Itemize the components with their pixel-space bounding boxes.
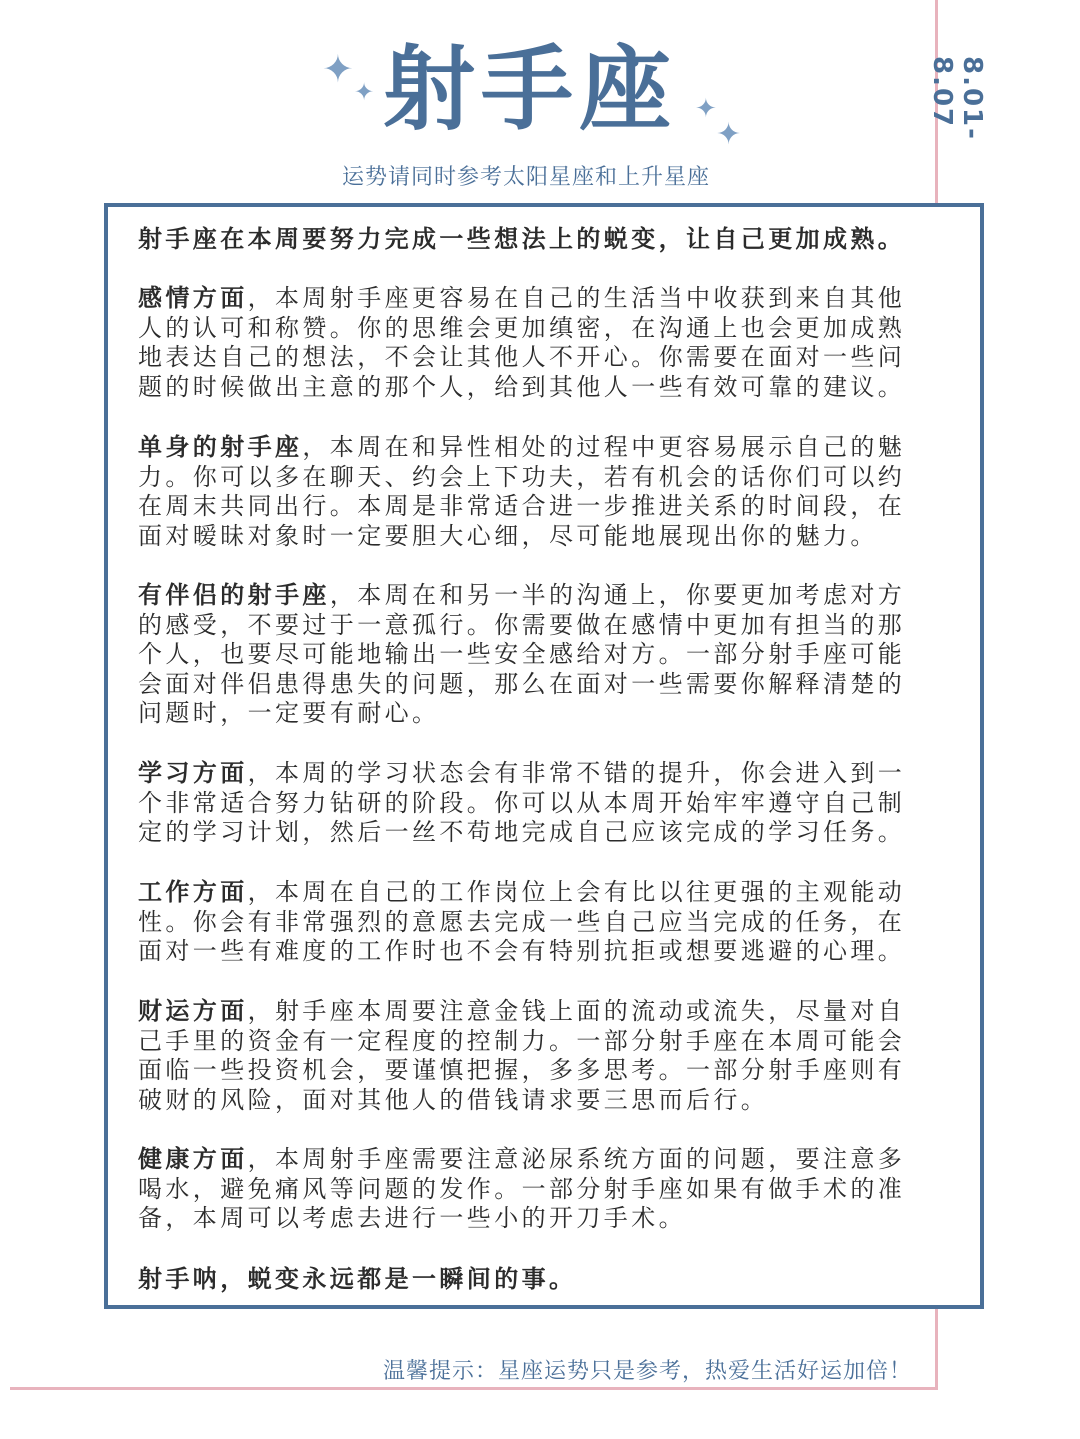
section-heading: 工作方面: [138, 878, 248, 906]
section-text: ，本周在和异性相处的过程中更容易展示自己的魅力。你可以多在聊天、约会上下功夫，若有机会的话你们可以约在周末共同出行。本周是非常适合进一步推进关系的时间段，在面对暧昧对象时一定要胆大心细，尽可能地展现出你的魅力。: [138, 433, 906, 550]
date-range: 8.01-8.07: [927, 56, 987, 141]
section-wealth: [138, 997, 920, 1115]
section-text: ，本周在自己的工作岗位上会有比以往更强的主观能动性。你会有非常强烈的意愿去完成一些自己应当完成的任务，在面对一些有难度的工作时也不会有特别抗拒或想要逃避的心理。: [138, 878, 906, 965]
title-container: [0, 36, 1060, 150]
page-subtitle: 运势请同时参考太阳星座和上升星座: [341, 165, 710, 190]
sparkle-small-left-icon: ✦: [354, 78, 375, 106]
section-study: [138, 759, 920, 848]
sparkle-large-right-icon: ✦: [716, 117, 742, 152]
pink-horizontal-line: [10, 1387, 938, 1390]
section-text: ，本周的学习状态会有非常不错的提升，你会进入到一个非常适合努力钻研的阶段。你可以从本周开始牢牢遵守自己制定的学习计划，然后一丝不苟地完成自己应该完成的学习任务。: [138, 759, 906, 846]
section-text: ，射手座本周要注意金钱上面的流动或流失，尽量对自己手里的资金有一定程度的控制力。一部分射手座在本周可能会面临一些投资机会，要谨慎把握，多多思考。一部分射手座则有破财的风险，面对其他人的借钱请求要三思而后行。: [138, 997, 906, 1114]
section-single: [138, 433, 920, 551]
sparkle-small-right-icon: ✦: [695, 94, 717, 124]
horoscope-content-box: [104, 203, 984, 1309]
intro-paragraph: 射手座在本周要努力完成一些想法上的蜕变，让自己更加成熟。: [138, 225, 906, 253]
section-text: ，本周在和另一半的沟通上，你要更加考虑对方的感受，不要过于一意孤行。你需要做在感情中更加有担当的那个人，也要尽可能地输出一些安全感给对方。一部分射手座可能会面对伴侣患得患失的问题，那么在面对一些需要你解释清楚的问题时，一定要有耐心。: [138, 581, 906, 727]
section-text: ，本周射手座更容易在自己的生活当中收获到来自其他人的认可和称赞。你的思维会更加缜密，在沟通上也会更加成熟地表达自己的想法，不会让其他人不开心。你需要在面对一些问题的时候做出主意的那个人，给到其他人一些有效可靠的建议。: [138, 284, 906, 401]
section-couple: [138, 581, 920, 729]
section-heading: 财运方面: [138, 997, 248, 1025]
footer-tip: 温馨提示：星座运势只是参考，热爱生活好运加倍！: [382, 1359, 912, 1384]
section-heading: 单身的射手座: [138, 433, 303, 461]
section-heading: 感情方面: [138, 284, 248, 312]
section-heading: 学习方面: [138, 759, 248, 787]
section-heading: 有伴侣的射手座: [138, 581, 330, 609]
section-love: [138, 284, 920, 402]
section-health: [138, 1145, 920, 1234]
closing-paragraph: 射手呐，蜕变永远都是一瞬间的事。: [138, 1265, 577, 1293]
sparkle-large-left-icon: ✦: [322, 47, 354, 91]
page-title: 射手座: [382, 36, 677, 143]
section-work: [138, 878, 920, 967]
date-range-container: [927, 56, 987, 196]
section-text: ，本周射手座需要注意泌尿系统方面的问题，要注意多喝水，避免痛风等问题的发作。一部分射手座如果有做手术的准备，本周可以考虑去进行一些小的开刀手术。: [138, 1145, 906, 1232]
section-heading: 健康方面: [138, 1145, 248, 1173]
